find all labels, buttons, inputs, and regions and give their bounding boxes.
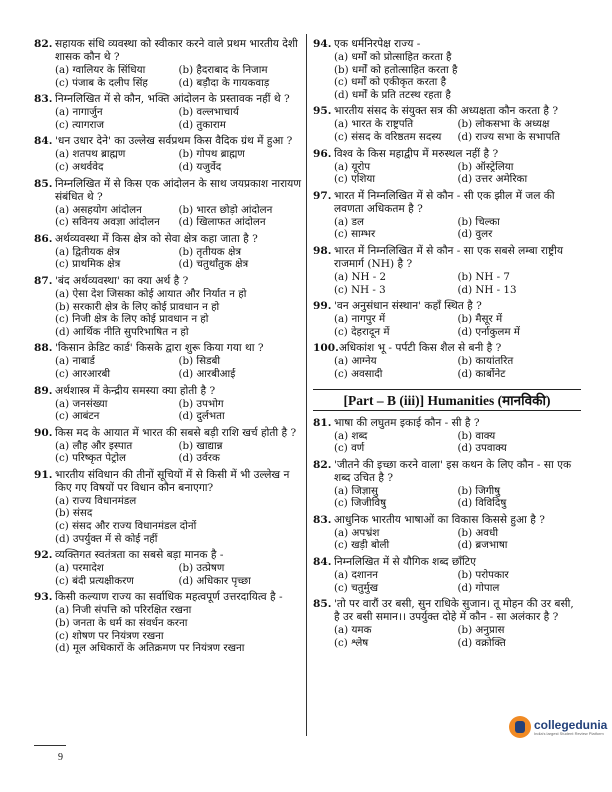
answer-option: (b) ऑस्ट्रेलिया — [457, 160, 514, 173]
answer-option: (d) गोपाल — [457, 581, 500, 594]
answer-option: (c) अथर्ववेद — [55, 160, 104, 173]
answer-option: (d) मूल अधिकारों के अतिक्रमण पर नियंत्रण रखना — [55, 642, 245, 655]
question-text: 'धन उधार देने' का उल्लेख सर्वप्रथम किस वैदिक ग्रंथ में हुआ ? — [55, 135, 293, 148]
question-item — [313, 514, 581, 552]
question-stem — [313, 190, 581, 216]
answer-option: (d) यजुर्वेद — [178, 160, 222, 173]
answer-option: (a) नागार्जुन — [55, 106, 103, 119]
question-text: निम्नलिखित में से यौगिक शब्द छाँटिए — [334, 556, 476, 569]
section-heading: [Part – B (iii)] Humanities (मानविकी) — [313, 389, 581, 411]
answer-options — [313, 624, 581, 649]
answer-option: (b) NH - 7 — [457, 270, 510, 283]
answer-option: (d) वक्रोक्ति — [457, 636, 506, 649]
question-item — [34, 93, 302, 131]
question-text: निम्नलिखित में से किस एक आंदोलन के साथ जयप्रकाश नारायण संबंधित थे ? — [55, 177, 301, 203]
answer-options — [313, 355, 581, 380]
answer-option: (a) NH - 2 — [334, 270, 387, 283]
answer-option: (b) उपभोग — [178, 397, 224, 410]
answer-options — [313, 161, 581, 186]
answer-option: (b) वाक्य — [457, 429, 496, 442]
answer-option: (c) चतुर्मुख — [334, 581, 379, 594]
question-item — [34, 469, 302, 545]
question-item — [313, 300, 581, 338]
question-item — [34, 385, 302, 423]
right-column — [313, 38, 581, 653]
question-stem — [313, 105, 581, 118]
answer-option: (a) जिज्ञासु — [334, 484, 378, 497]
question-stem — [34, 385, 302, 398]
question-stem — [313, 514, 581, 527]
question-text: भाषा की लघुतम इकाई कौन - सी है ? — [334, 416, 480, 429]
answer-option: (d) विविदिषु — [457, 497, 507, 510]
question-text: भारतीय संविधान की तीनों सूचियों में से किसी में भी उल्लेख न किए गए विषयों पर विधान कौन बनाएगा? — [55, 468, 290, 494]
question-text: भारतीय संसद के संयुक्त सत्र की अध्यक्षता कौन करता है ? — [334, 105, 559, 118]
question-item — [313, 556, 581, 594]
question-text: आधुनिक भारतीय भाषाओं का विकास किससे हुआ है ? — [334, 513, 545, 526]
answer-options — [313, 527, 581, 552]
answer-option: (b) अनुप्रास — [457, 624, 505, 637]
question-stem — [313, 148, 581, 161]
answer-option: (d) बड़ौदा के गायकवाड़ — [178, 76, 270, 89]
answer-options — [313, 118, 581, 143]
answer-option: (c) एशिया — [334, 173, 376, 186]
question-stem — [34, 549, 302, 562]
answer-option: (c) साम्भर — [334, 228, 376, 241]
answer-option: (b) हैदराबाद के निजाम — [178, 64, 268, 76]
question-stem — [34, 233, 302, 246]
question-item — [34, 135, 302, 173]
answer-options — [34, 355, 302, 380]
answer-option: (c) आबंटन — [55, 410, 100, 423]
answer-option: (c) परिष्कृत पेट्रोल — [55, 452, 126, 465]
footer-rule — [34, 745, 66, 746]
question-text: 'तो पर वारौं उर बसी, सुन राधिके सुजान। तू मोहन की उर बसी, है उर बसी समान।। उपर्युक्त दोहे में कौन - सा अलंकार है ? — [334, 598, 574, 624]
question-stem — [313, 300, 581, 313]
question-stem — [34, 38, 302, 64]
answer-option: (b) मैसूर में — [457, 313, 503, 326]
question-item — [34, 233, 302, 271]
logo-name: collegedunia — [534, 717, 608, 732]
answer-option: (a) ग्वालियर के सिंधिया — [55, 64, 146, 76]
answer-options — [313, 485, 581, 510]
answer-options — [34, 440, 302, 465]
answer-option: (d) तुकाराम — [178, 118, 226, 131]
question-stem — [313, 598, 581, 624]
answer-option: (d) उर्वरक — [178, 452, 220, 465]
answer-option: (c) श्लेष — [334, 636, 369, 649]
answer-option: (b) संसद — [55, 507, 93, 520]
question-item — [34, 549, 302, 587]
answer-option: (c) NH - 3 — [334, 283, 386, 296]
collegedunia-logo-icon — [509, 716, 531, 738]
answer-options — [313, 313, 581, 338]
question-stem — [34, 469, 302, 495]
answer-option: (a) असहयोग आंदोलन — [55, 203, 142, 216]
answer-option: (a) शब्द — [334, 429, 368, 442]
answer-option: (d) राज्य सभा के सभापति — [457, 130, 560, 143]
collegedunia-logo — [505, 714, 611, 740]
question-number: 95. — [313, 105, 332, 118]
question-number: 83. — [34, 93, 53, 106]
question-text: किसी कल्याण राज्य का सर्वाधिक महत्वपूर्ण उत्तरदायित्व है - — [55, 591, 283, 604]
answer-option: (a) अपभ्रंश — [334, 526, 380, 539]
answer-option: (a) भारत के राष्ट्रपति — [334, 118, 414, 131]
answer-option: (d) NH - 13 — [457, 283, 517, 296]
question-text: अधिकांश भू - पर्पटी किस शैल से बनी है ? — [338, 342, 502, 355]
question-number: 86. — [34, 232, 53, 245]
answer-option: (a) निजी संपत्ति को परिरक्षित रखना — [55, 604, 192, 617]
question-number: 82. — [313, 458, 332, 471]
answer-option: (b) सिडबी — [178, 355, 221, 368]
left-column — [34, 38, 302, 659]
answer-option: (c) निजी क्षेत्र के लिए कोई प्रावधान न हो — [55, 313, 209, 326]
question-number: 92. — [34, 549, 53, 562]
answer-option: (b) वल्लभाचार्य — [178, 106, 239, 119]
answer-options — [34, 246, 302, 271]
question-stem — [313, 245, 581, 271]
question-number: 99. — [313, 300, 332, 313]
answer-option: (d) दुर्लभता — [178, 410, 225, 423]
question-number: 87. — [34, 274, 53, 287]
answer-option: (d) उपवाक्य — [457, 442, 507, 455]
answer-option: (a) द्वितीयक क्षेत्र — [55, 245, 120, 258]
answer-options — [313, 51, 581, 101]
question-item — [313, 417, 581, 455]
question-number: 90. — [34, 426, 53, 439]
answer-option: (d) उपर्युक्त में से कोई नहीं — [55, 532, 158, 545]
question-item — [313, 38, 581, 101]
answer-option: (c) शोषण पर नियंत्रण रखना — [55, 629, 164, 642]
question-item — [34, 275, 302, 338]
answer-option: (d) अधिकार पृच्छा — [178, 574, 251, 587]
answer-option: (c) आरआरबी — [55, 367, 111, 380]
answer-option: (c) वर्ण — [334, 442, 365, 455]
question-text: 'बंद अर्थव्यवस्था' का क्या अर्थ है ? — [55, 274, 189, 287]
question-number: 81. — [313, 416, 332, 429]
answer-option: (c) प्राथमिक क्षेत्र — [55, 258, 121, 271]
question-text: व्यक्तिगत स्वतंत्रता का सबसे बड़ा मानक है - — [55, 549, 224, 562]
answer-option: (a) शतपथ ब्राह्मण — [55, 148, 126, 161]
question-text: एक धर्मनिरपेक्ष राज्य - — [334, 38, 421, 50]
answer-option: (c) देहरादून में — [334, 325, 390, 338]
answer-option: (b) जनता के धर्म का संवर्धन करना — [55, 617, 188, 630]
question-item — [313, 459, 581, 510]
question-item — [313, 342, 581, 380]
question-text: 'किसान क्रेडिट कार्ड' किसके द्वारा शुरू किया गया था ? — [55, 342, 264, 355]
logo-tagline: India's largest Student Review Platform — [534, 730, 604, 736]
page-number: 9 — [58, 752, 63, 763]
answer-option: (d) धर्मों के प्रति तटस्थ रहता है — [334, 88, 451, 101]
question-text: भारत में निम्नलिखित में से कौन - सी एक झील में जल की लवणता अधिकतम है ? — [334, 189, 555, 215]
answer-option: (a) नागपुर में — [334, 313, 386, 326]
answer-option: (b) अवधी — [457, 526, 498, 539]
question-text: निम्नलिखित में से कौन, भक्ति आंदोलन के प्रस्तावक नहीं थे ? — [55, 93, 290, 106]
question-stem — [34, 342, 302, 355]
answer-option: (c) संसद के वरिष्ठतम सदस्य — [334, 130, 442, 143]
question-number: 84. — [34, 135, 53, 148]
answer-option: (b) भारत छोड़ो आंदोलन — [178, 203, 273, 216]
question-number: 83. — [313, 513, 332, 526]
answer-options — [34, 604, 302, 654]
answer-option: (c) संसद और राज्य विधानमंडल दोनों — [55, 520, 197, 533]
answer-option: (b) धर्मों को हतोत्साहित करता है — [334, 63, 458, 76]
question-number: 93. — [34, 591, 53, 604]
answer-option: (a) यूरोप — [334, 160, 371, 173]
question-item — [313, 105, 581, 143]
answer-option: (d) खिलाफत आंदोलन — [178, 216, 266, 229]
question-text: किस मद के आयात में भारत की सबसे बड़ी राशि खर्च होती है ? — [55, 426, 297, 439]
question-stem — [313, 342, 581, 355]
answer-options — [34, 398, 302, 423]
question-item — [313, 148, 581, 186]
answer-option: (d) कार्बोनेट — [457, 367, 506, 380]
question-stem — [313, 38, 581, 51]
question-item — [313, 245, 581, 296]
answer-option: (a) नाबार्ड — [55, 355, 95, 368]
question-stem — [313, 556, 581, 569]
answer-options — [34, 288, 302, 338]
question-item — [34, 178, 302, 229]
question-number: 94. — [313, 38, 332, 50]
question-item — [34, 342, 302, 380]
question-text: 'जीतने की इच्छा करने वाला' इस कथन के लिए कौन - सा एक शब्द उचित है ? — [334, 458, 572, 484]
question-number: 96. — [313, 147, 332, 160]
question-number: 85. — [34, 177, 53, 190]
question-item — [34, 427, 302, 465]
question-stem — [34, 275, 302, 288]
question-item — [313, 598, 581, 649]
question-number: 88. — [34, 342, 53, 355]
answer-option: (a) आग्नेय — [334, 355, 377, 368]
question-item — [34, 591, 302, 654]
answer-option: (b) उत्प्रेषण — [178, 562, 225, 575]
answer-option: (a) ऐसा देश जिसका कोई आयात और निर्यात न हो — [55, 287, 247, 300]
answer-option: (a) डल — [334, 215, 364, 228]
answer-option: (b) लोकसभा के अध्यक्ष — [457, 118, 550, 131]
question-number: 82. — [34, 38, 53, 50]
answer-option: (a) परमादेश — [55, 562, 104, 575]
answer-option: (c) खड़ी बोली — [334, 539, 390, 552]
answer-option: (b) कायांतरित — [457, 355, 514, 368]
question-item — [34, 38, 302, 89]
question-stem — [313, 459, 581, 485]
answer-option: (a) जनसंख्या — [55, 397, 108, 410]
answer-option: (b) जिगीषु — [457, 484, 501, 497]
answer-option: (c) जिजीविषु — [334, 497, 387, 510]
answer-option: (a) राज्य विधानमंडल — [55, 494, 137, 507]
answer-options — [34, 204, 302, 229]
question-stem — [34, 93, 302, 106]
answer-option: (b) तृतीयक क्षेत्र — [178, 245, 242, 258]
question-number: 91. — [34, 468, 53, 481]
answer-option: (c) धर्मों को एकीकृत करता है — [334, 76, 447, 89]
question-text: भारत में निम्नलिखित में से कौन - सा एक सबसे लम्बा राष्ट्रीय राजमार्ग (NH) है ? — [334, 244, 564, 270]
question-stem — [34, 427, 302, 440]
answer-option: (c) त्यागराज — [55, 118, 105, 131]
question-item — [313, 190, 581, 241]
question-number: 97. — [313, 189, 332, 202]
answer-option: (c) सविनय अवज्ञा आंदोलन — [55, 216, 160, 229]
answer-option: (b) गोपथ ब्राह्मण — [178, 148, 245, 161]
answer-option: (a) धर्मों को प्रोत्साहित करता है — [334, 51, 452, 63]
answer-options — [313, 216, 581, 241]
answer-options — [34, 148, 302, 173]
answer-option: (b) सरकारी क्षेत्र के लिए कोई प्रावधान न हो — [55, 300, 220, 313]
answer-option: (a) लौह और इस्पात — [55, 439, 133, 452]
answer-options — [34, 106, 302, 131]
answer-option: (d) आर्थिक नीति सुपरिभाषित न हो — [55, 325, 189, 338]
answer-option: (d) चतुर्थांतुक क्षेत्र — [178, 258, 249, 271]
question-stem — [34, 591, 302, 604]
question-number: 100. — [313, 342, 339, 355]
answer-options — [313, 271, 581, 296]
answer-options — [313, 430, 581, 455]
answer-option: (b) चिल्का — [457, 215, 500, 228]
answer-options — [34, 562, 302, 587]
question-number: 98. — [313, 244, 332, 257]
answer-option: (d) वुलर — [457, 228, 493, 241]
answer-option: (d) आरबीआई — [178, 367, 236, 380]
answer-option: (d) एर्नाकुलम में — [457, 325, 520, 338]
question-text: अर्थशास्त्र में केन्द्रीय समस्या क्या होती है ? — [55, 384, 216, 397]
answer-option: (c) अवसादी — [334, 367, 383, 380]
question-text: 'वन अनुसंधान संस्थान' कहाँ स्थित है ? — [334, 300, 482, 313]
answer-options — [34, 64, 302, 89]
answer-options — [313, 569, 581, 594]
question-text: विश्व के किस महाद्वीप में मरुस्थल नहीं है ? — [334, 147, 499, 160]
answer-option: (c) बंदी प्रत्यक्षीकरण — [55, 574, 134, 587]
right-questions-top — [313, 38, 581, 381]
question-number: 89. — [34, 384, 53, 397]
answer-option: (d) ब्रजभाषा — [457, 539, 508, 552]
question-stem — [34, 178, 302, 204]
question-text: अर्थव्यवस्था में किस क्षेत्र को सेवा क्षेत्र कहा जाता है ? — [55, 232, 258, 245]
right-questions-bottom — [313, 417, 581, 650]
answer-option: (c) पंजाब के दलीप सिंह — [55, 76, 148, 89]
question-text: सहायक संधि व्यवस्था को स्वीकार करने वाले प्रथम भारतीय देशी शासक कौन थे ? — [55, 38, 298, 63]
question-stem — [313, 417, 581, 430]
question-stem — [34, 135, 302, 148]
question-number: 84. — [313, 556, 332, 569]
answer-option: (d) उत्तर अमेरिका — [457, 173, 528, 186]
answer-option: (a) यमक — [334, 624, 372, 637]
column-divider — [306, 34, 307, 736]
answer-option: (a) दशानन — [334, 569, 379, 582]
question-number: 85. — [313, 598, 332, 611]
answer-options — [34, 495, 302, 545]
answer-option: (b) खाद्यान्न — [178, 439, 223, 452]
answer-option: (b) परोपकार — [457, 569, 509, 582]
